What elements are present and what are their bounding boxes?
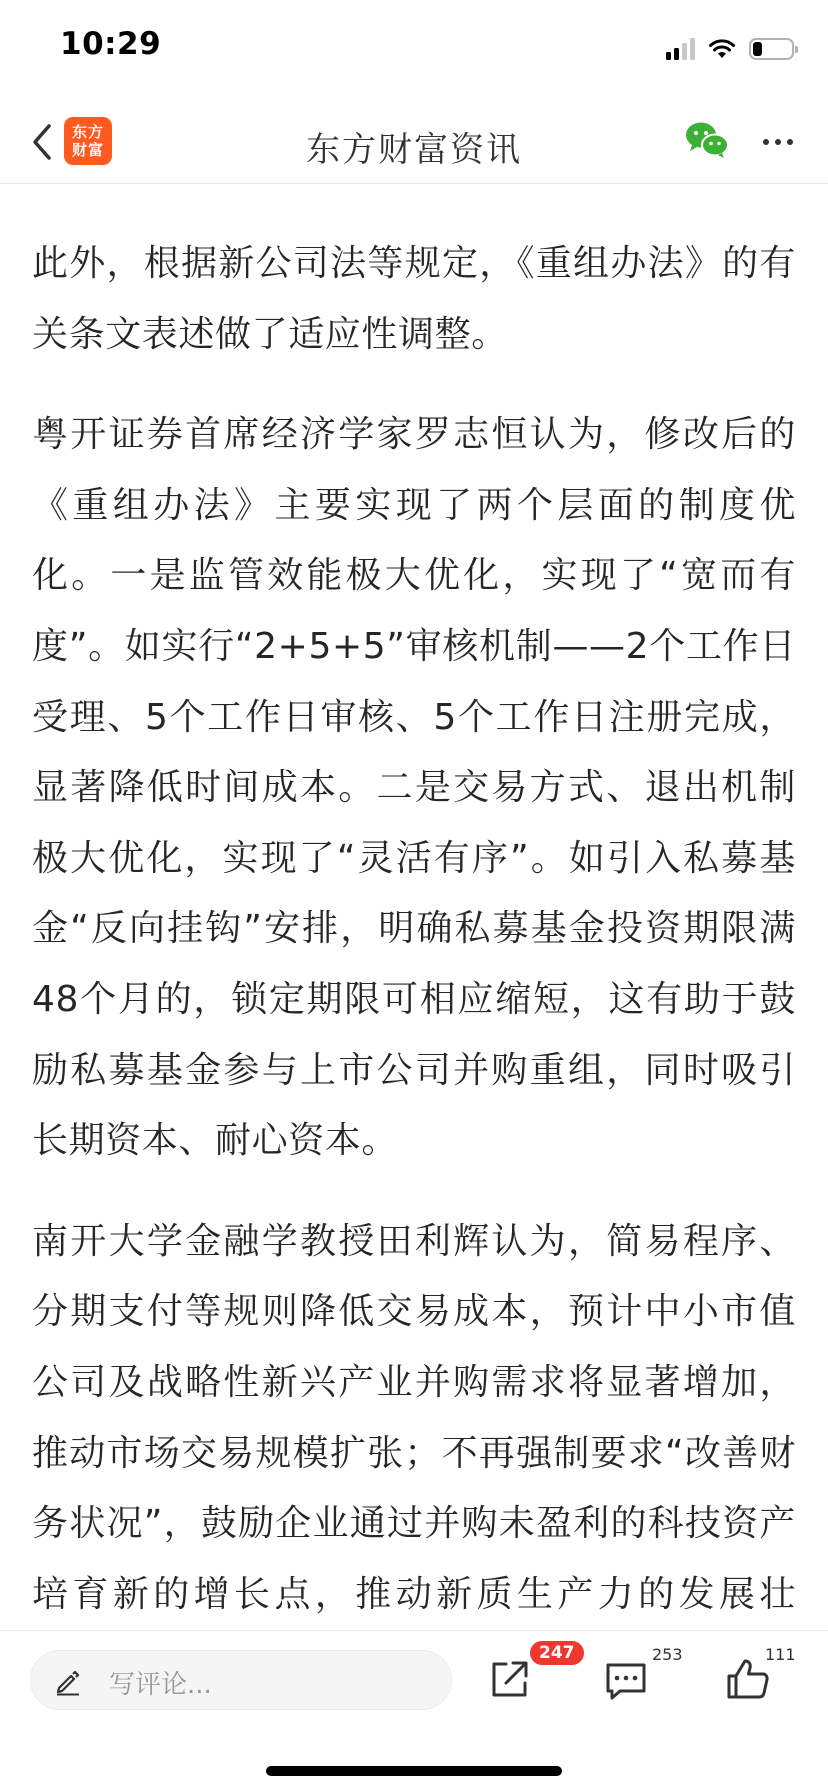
comment-bubble-icon (598, 1651, 654, 1707)
article-paragraph: 粤开证券首席经济学家罗志恒认为，修改后的《重组办法》主要实现了两个层面的制度优化。一是监管效能极大优化，实现了“宽而有度”。如实行“2+5+5”审核机制——2个工作日受理、5个工作日审核、5个工作日注册完成，显著降低时间成本。二是交易方式、退出机制极大优化，实现了“灵活有序”。如引入私募基金“反向挂钩”安排，明确私募基金投资期限满48个月的，锁定期限可相应缩短，这有助于鼓励私募基金参与上市公司并购重组，同时吸引长期资本、耐心资本。 (32, 414, 796, 1162)
page-title: 东方财富资讯 (306, 130, 522, 170)
article-body (32, 229, 796, 1627)
pen-icon (53, 1666, 83, 1696)
comments-button[interactable] (598, 1651, 654, 1707)
comment-placeholder: 写评论... (109, 1670, 212, 1700)
nav-bar (0, 100, 828, 184)
comment-input[interactable] (30, 1650, 452, 1710)
status-time: 10:29 (60, 26, 162, 62)
article-paragraph: 此外，根据新公司法等规定，《重组办法》的有关条文表述做了适应性调整。 (32, 243, 796, 355)
cellular-signal-icon (666, 38, 695, 60)
more-dots-icon[interactable] (758, 120, 798, 160)
home-indicator[interactable] (266, 1766, 562, 1776)
status-bar (0, 0, 828, 100)
status-icons (666, 36, 794, 62)
article-paragraph: 南开大学金融学教授田利辉认为，简易程序、分期支付等规则降低交易成本，预计中小市值公司及战略性新兴产业并购需求将显著增加，推动市场交易规模扩张；不再强制要求“改善财务状况”，鼓励企业通过并购未盈利的科技资产培育新的增长点，推动新质生产力的发展壮 (32, 1220, 796, 1615)
app-logo-line2: 财富 (71, 141, 104, 159)
comments-count: 253 (652, 1645, 683, 1664)
wifi-icon (707, 38, 737, 60)
app-logo-line1: 东方 (71, 123, 104, 141)
share-icon (482, 1651, 538, 1707)
share-button[interactable] (482, 1651, 538, 1707)
battery-level (753, 42, 762, 56)
battery-icon (749, 38, 794, 60)
share-count-badge: 247 (530, 1641, 584, 1665)
likes-count: 111 (765, 1645, 796, 1664)
wechat-icon[interactable] (684, 120, 730, 160)
